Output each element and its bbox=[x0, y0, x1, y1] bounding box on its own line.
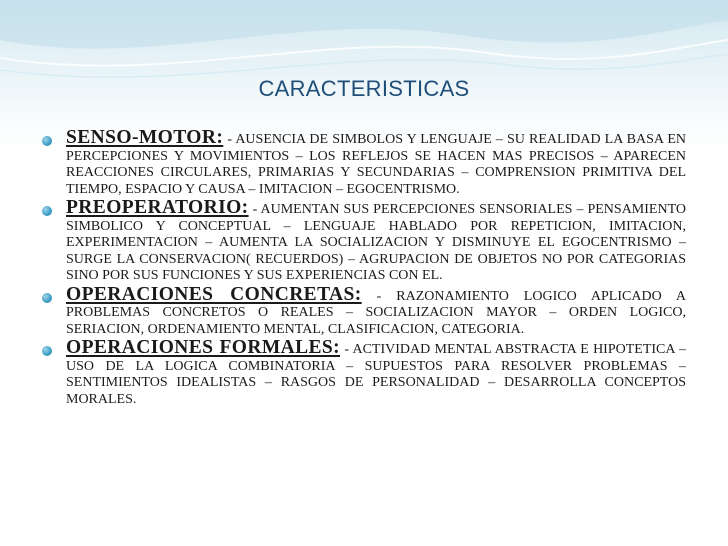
item-description: - AUMENTAN SUS PERCEPCIONES SENSORIALES – PENSAMIENTO SIMBOLICO Y CONCEPTUAL – LENGUAJE HABLADO POR REPETICION, IMITACION, EXPERIMENTACION – AUMENTA LA SOCIALIZACION Y DISMINUYE EL EGOCENTRISMO – SURGE LA CONSERVACION( RECUERDOS) – AGRUPACION DE OBJETOS NO POR CATEGORIAS SINO POR SUS FUNCIONES Y SUS EXPERIENCIAS CON EL. bbox=[66, 202, 686, 283]
item-term: OPERACIONES FORMALES: bbox=[66, 337, 341, 358]
circle-bullet-icon bbox=[42, 293, 52, 303]
list-item bbox=[40, 197, 686, 285]
item-description: - AUSENCIA DE SIMBOLOS Y LENGUAJE – SU REALIDAD LA BASA EN PERCEPCIONES Y MOVIMIENTOS – LOS REFLEJOS SE HACEN MAS PRECISOS – APARECEN REACCIONES CIRCULARES, PRIMARIAS Y SECUNDARIAS – COMPRENSION PRIMITIVA DEL TIEMPO, ESPACIO Y CAUSA – IMITACION – EGOCENTRISMO. bbox=[66, 132, 686, 197]
item-description: - RAZONAMIENTO LOGICO APLICADO A PROBLEMAS CONCRETOS O REALES – SOCIALIZACION MAYOR – ORDEN LOGICO, SERIACION, ORDENAMIENTO MENTAL, CLASIFICACION, CATEGORIA. bbox=[66, 288, 686, 337]
circle-bullet-icon bbox=[42, 206, 52, 216]
circle-bullet-icon bbox=[42, 346, 52, 356]
list-item bbox=[40, 283, 686, 339]
item-text bbox=[66, 337, 686, 408]
circle-bullet-icon bbox=[42, 136, 52, 146]
list-item bbox=[40, 337, 686, 408]
item-term: PREOPERATORIO: bbox=[66, 197, 249, 218]
item-term: SENSO-MOTOR: bbox=[66, 127, 224, 148]
bullet-list bbox=[40, 127, 686, 410]
item-text bbox=[66, 127, 686, 198]
item-term: OPERACIONES CONCRETAS: bbox=[66, 283, 362, 305]
item-text bbox=[66, 283, 686, 339]
item-text bbox=[66, 197, 686, 285]
list-item bbox=[40, 127, 686, 198]
slide-title: CARACTERISTICAS bbox=[258, 76, 470, 101]
item-description: - ACTIVIDAD MENTAL ABSTRACTA E HIPOTETICA – USO DE LA LOGICA COMBINATORIA – SUPUESTOS PARA RESOLVER PROBLEMAS – SENTIMIENTOS IDEALISTAS – RASGOS DE PERSONALIDAD – DESARROLLA CONCEPTOS MORALES. bbox=[66, 342, 686, 407]
